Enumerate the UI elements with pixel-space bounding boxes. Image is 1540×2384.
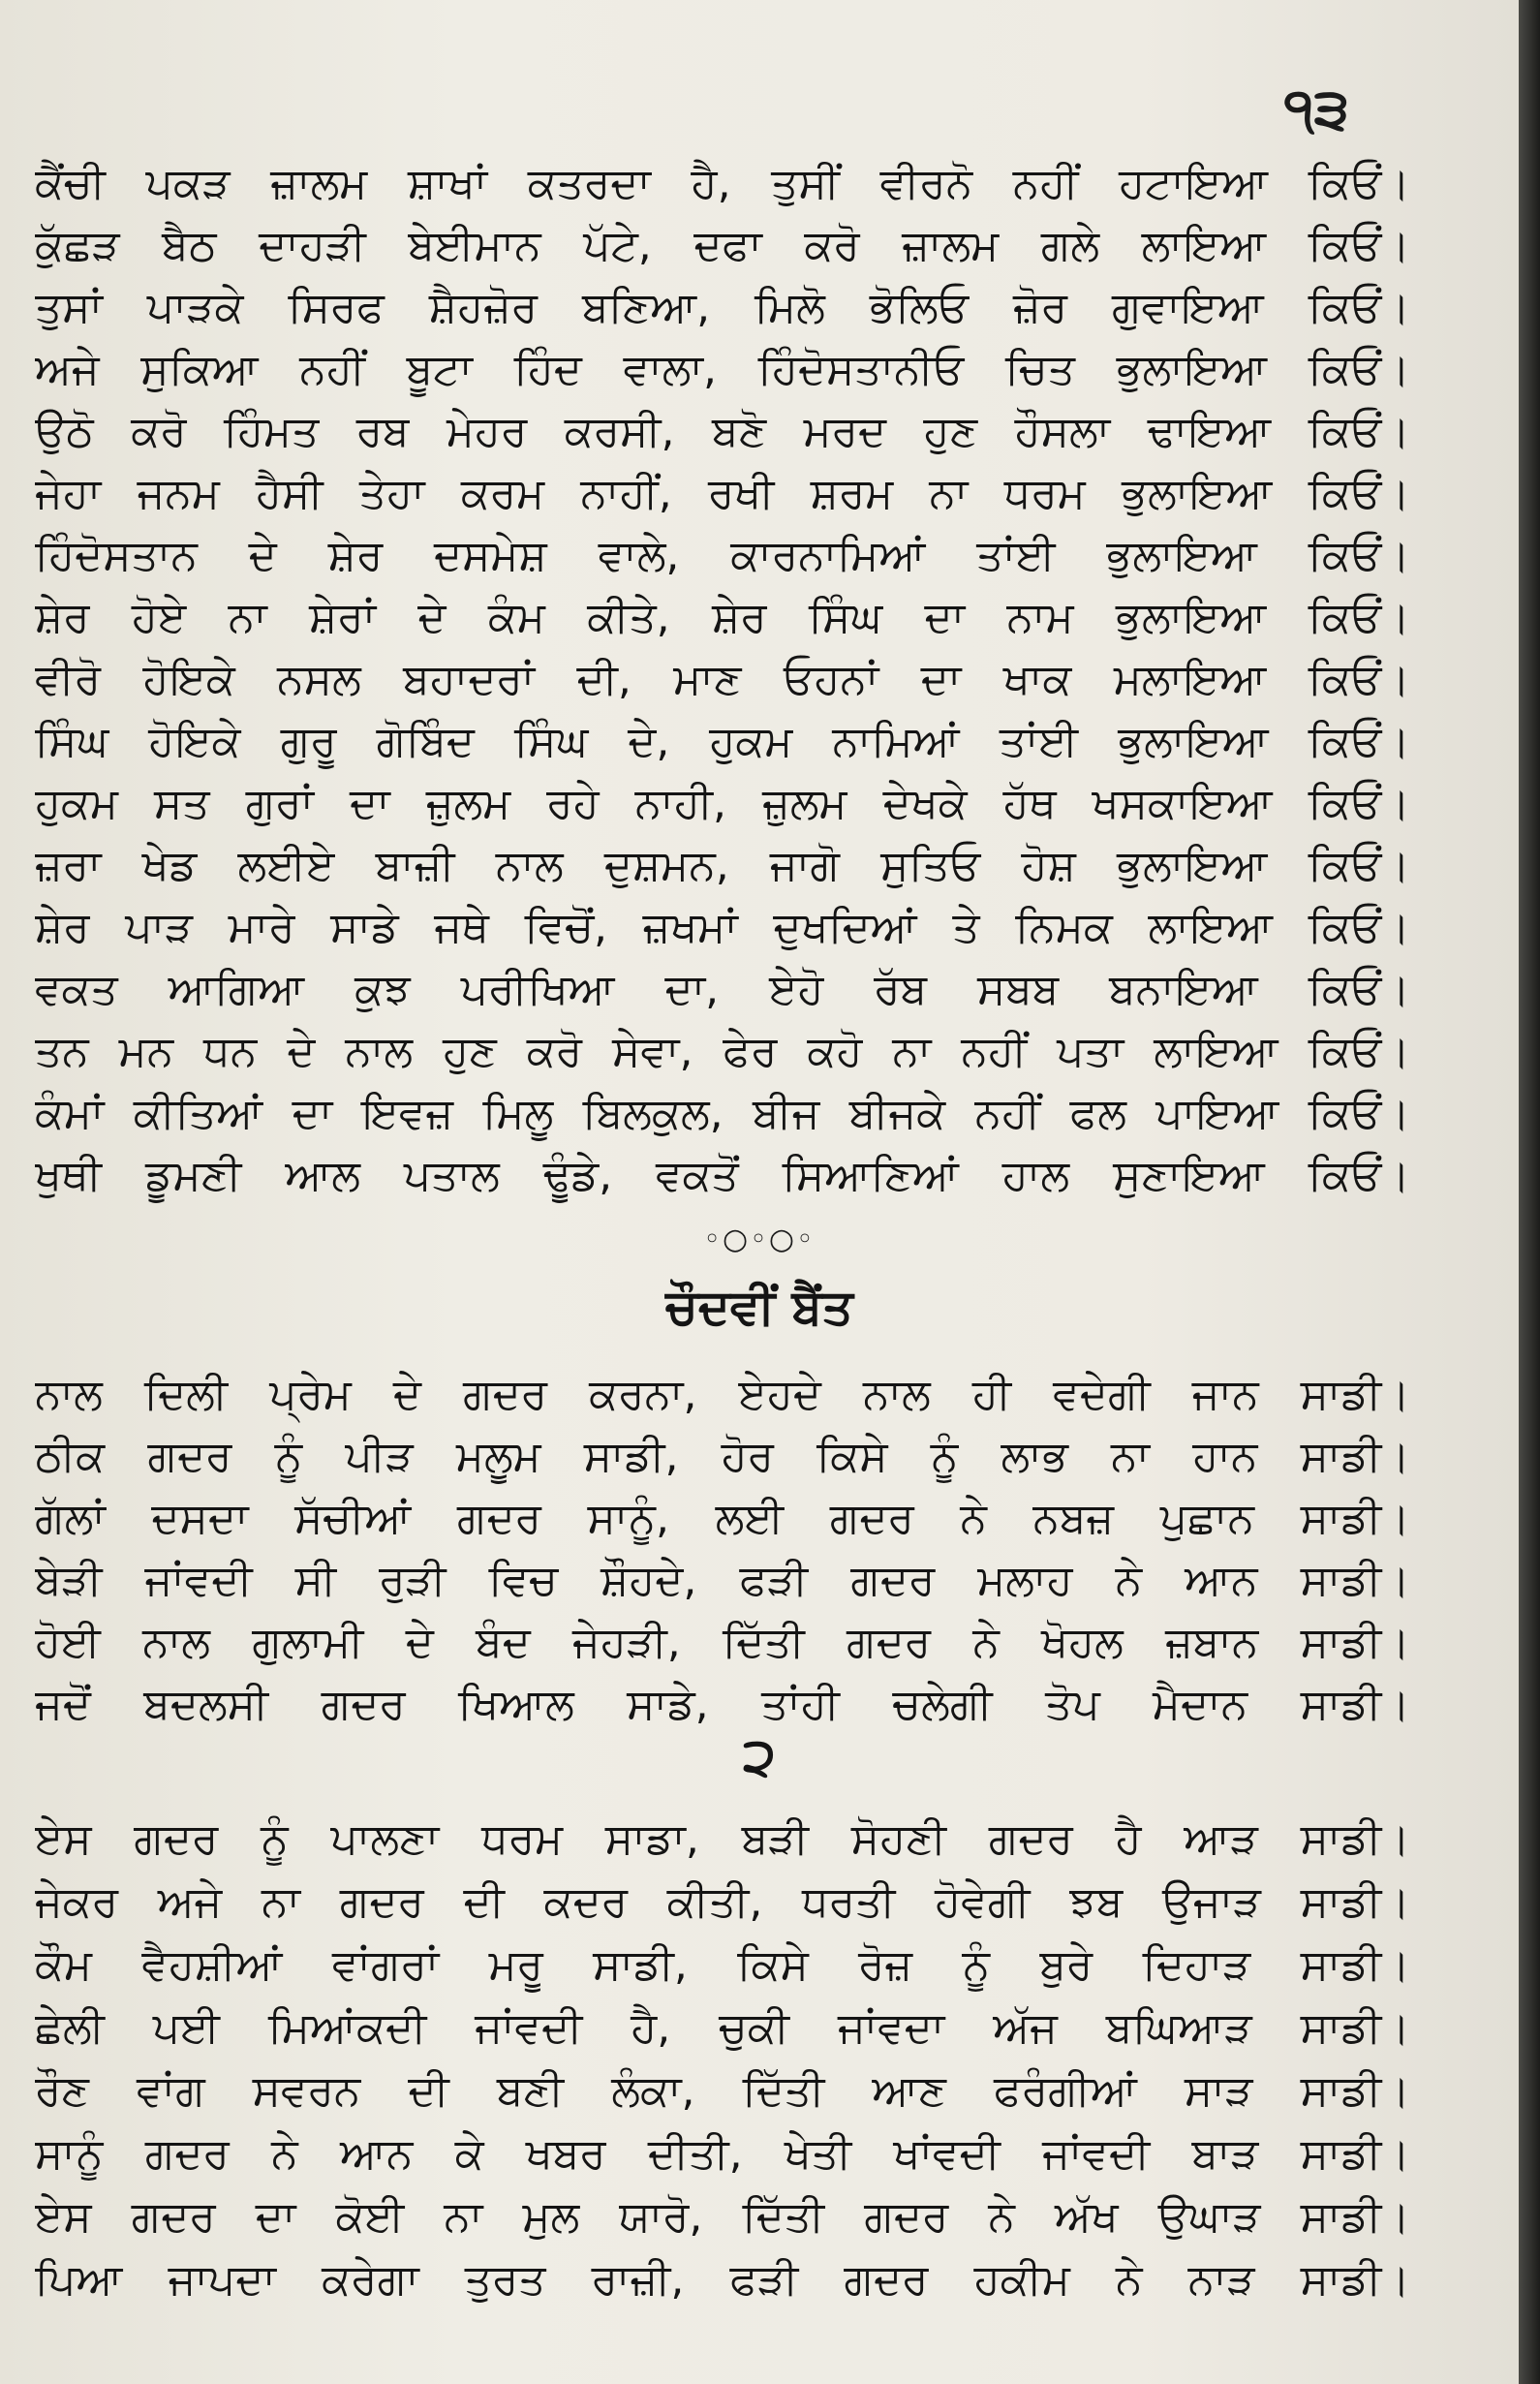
page-number: ੧੩	[1283, 76, 1349, 141]
verse-line: ਜੇਕਰ ਅਜੇ ਨਾ ਗਦਰ ਦੀ ਕਦਰ ਕੀਤੀ, ਧਰਤੀ ਹੋਵੇਗੀ ਝਬ ਉਜਾੜ ਸਾਡੀ।	[35, 1877, 1410, 1927]
verse-line: ਵਕਤ ਆਗਿਆ ਕੁਝ ਪਰੀਖਿਆ ਦਾ, ਏਹੋ ਰੱਬ ਸਬਬ ਬਨਾਇਆ ਕਿਓਂ।	[35, 965, 1410, 1014]
stanza-3	[35, 1808, 1410, 2311]
verse-line: ਕੌਮ ਵੈਹਸ਼ੀਆਂ ਵਾਂਗਰਾਂ ਮਰੂ ਸਾਡੀ, ਕਿਸੇ ਰੋਜ਼ ਨੂੰ ਬੁਰੇ ਦਿਹਾੜ ਸਾਡੀ।	[35, 1940, 1410, 1990]
verse-line: ਤੁਸਾਂ ਪਾੜਕੇ ਸਿਰਫ ਸ਼ੈਹਜ਼ੋਰ ਬਣਿਆ, ਮਿਲੋ ਭੋਲਿਓ ਜ਼ੋਰ ਗੁਵਾਇਆ ਕਿਓਂ।	[35, 283, 1410, 332]
stanza-2	[35, 1364, 1410, 1736]
verse-line: ਠੀਕ ਗਦਰ ਨੂੰ ਪੀੜ ਮਲੂਮ ਸਾਡੀ, ਹੋਰ ਕਿਸੇ ਨੂੰ ਲਾਭ ਨਾ ਹਾਨ ਸਾਡੀ।	[35, 1432, 1410, 1481]
verse-line: ਕੈਂਚੀ ਪਕੜ ਜ਼ਾਲਮ ਸ਼ਾਖਾਂ ਕਤਰਦਾ ਹੈ, ਤੁਸੀਂ ਵੀਰਨੋ ਨਹੀਂ ਹਟਾਇਆ ਕਿਓਂ।	[35, 159, 1410, 208]
page-edge-shadow	[1519, 0, 1540, 2384]
verse-line: ਬੇੜੀ ਜਾਂਵਦੀ ਸੀ ਰੁੜੀ ਵਿਚ ਸ਼ੌਹਦੇ, ਫੜੀ ਗਦਰ ਮਲਾਹ ਨੇ ਆਨ ਸਾਡੀ।	[35, 1556, 1410, 1605]
verse-line: ਹਿੰਦੋਸਤਾਨ ਦੇ ਸ਼ੇਰ ਦਸਮੇਸ਼ ਵਾਲੇ, ਕਾਰਨਾਮਿਆਂ ਤਾਂਈ ਭੁਲਾਇਆ ਕਿਓਂ।	[35, 531, 1410, 580]
verse-line: ਸ਼ੇਰ ਪਾੜ ਮਾਰੇ ਸਾਡੇ ਜਥੇ ਵਿਚੋਂ, ਜ਼ਖਮਾਂ ਦੁਖਦਿਆਂ ਤੇ ਨਿਮਕ ਲਾਇਆ ਕਿਓਂ।	[35, 903, 1410, 952]
verse-line: ਸਿੰਘ ਹੋਇਕੇ ਗੁਰੂ ਗੋਬਿੰਦ ਸਿੰਘ ਦੇ, ਹੁਕਮ ਨਾਮਿਆਂ ਤਾਂਈ ਭੁਲਾਇਆ ਕਿਓਂ।	[35, 717, 1410, 766]
section-title: ਚੌਦਵੀਂ ਬੈਂਤ	[665, 1279, 853, 1335]
verse-line: ਏਸ ਗਦਰ ਦਾ ਕੋਈ ਨਾ ਮੁਲ ਯਾਰੋ, ਦਿੱਤੀ ਗਦਰ ਨੇ ਅੱਖ ਉਘਾੜ ਸਾਡੀ।	[35, 2192, 1410, 2242]
verse-line: ਉਠੋ ਕਰੋ ਹਿੰਮਤ ਰਬ ਮੇਹਰ ਕਰਸੀ, ਬਣੋ ਮਰਦ ਹੁਣ ਹੌਸਲਾ ਢਾਇਆ ਕਿਓਂ।	[35, 407, 1410, 456]
verse-line: ਸਾਨੂੰ ਗਦਰ ਨੇ ਆਨ ਕੇ ਖਬਰ ਦੀਤੀ, ਖੇਤੀ ਖਾਂਵਦੀ ਜਾਂਵਦੀ ਬਾੜ ਸਾਡੀ।	[35, 2129, 1410, 2179]
verse-line: ਛੇਲੀ ਪਈ ਮਿਆਂਕਦੀ ਜਾਂਵਦੀ ਹੈ, ਚੁਕੀ ਜਾਂਵਦਾ ਅੱਜ ਬਘਿਆੜ ਸਾਡੀ।	[35, 2003, 1410, 2053]
verse-line: ਪਿਆ ਜਾਪਦਾ ਕਰੇਗਾ ਤੁਰਤ ਰਾਜ਼ੀ, ਫੜੀ ਗਦਰ ਹਕੀਮ ਨੇ ਨਾੜ ਸਾਡੀ।	[35, 2255, 1410, 2305]
sub-section-number: ੨	[743, 1726, 776, 1787]
verse-line: ਜੇਹਾ ਜਨਮ ਹੈਸੀ ਤੇਹਾ ਕਰਮ ਨਾਹੀਂ, ਰਖੀ ਸ਼ਰਮ ਨਾ ਧਰਮ ਭੁਲਾਇਆ ਕਿਓਂ।	[35, 469, 1410, 518]
verse-line: ਜ਼ਰਾ ਖੇਡ ਲਈਏ ਬਾਜ਼ੀ ਨਾਲ ਦੁਸ਼ਮਨ, ਜਾਗੋ ਸੁਤਿਓ ਹੋਸ਼ ਭੁਲਾਇਆ ਕਿਓਂ।	[35, 841, 1410, 890]
ornament-divider: ◦○◦○◦	[703, 1223, 816, 1256]
verse-line: ਸ਼ੇਰ ਹੋਏ ਨਾ ਸ਼ੇਰਾਂ ਦੇ ਕੰਮ ਕੀਤੇ, ਸ਼ੇਰ ਸਿੰਘ ਦਾ ਨਾਮ ਭੁਲਾਇਆ ਕਿਓਂ।	[35, 593, 1410, 642]
verse-line: ਹੁਕਮ ਸਤ ਗੁਰਾਂ ਦਾ ਜ਼ੁਲਮ ਰਹੇ ਨਾਹੀ, ਜ਼ੁਲਮ ਦੇਖਕੇ ਹੱਥ ਖਸਕਾਇਆ ਕਿਓਂ।	[35, 779, 1410, 828]
verse-line: ਜਦੋਂ ਬਦਲਸੀ ਗਦਰ ਖਿਆਲ ਸਾਡੇ, ਤਾਂਹੀ ਚਲੇਗੀ ਤੋਪ ਮੈਦਾਨ ਸਾਡੀ।	[35, 1680, 1410, 1729]
verse-line: ਵੀਰੋ ਹੋਇਕੇ ਨਸਲ ਬਹਾਦਰਾਂ ਦੀ, ਮਾਣ ਓਹਨਾਂ ਦਾ ਖਾਕ ਮਲਾਇਆ ਕਿਓਂ।	[35, 655, 1410, 704]
verse-line: ਤਨ ਮਨ ਧਨ ਦੇ ਨਾਲ ਹੁਣ ਕਰੋ ਸੇਵਾ, ਫੇਰ ਕਹੋ ਨਾ ਨਹੀਂ ਪਤਾ ਲਾਇਆ ਕਿਓਂ।	[35, 1027, 1410, 1076]
verse-line: ਗੱਲਾਂ ਦਸਦਾ ਸੱਚੀਆਂ ਗਦਰ ਸਾਨੂੰ, ਲਈ ਗਦਰ ਨੇ ਨਬਜ਼ ਪੁਛਾਨ ਸਾਡੀ।	[35, 1494, 1410, 1543]
verse-line: ਅਜੇ ਸੁਕਿਆ ਨਹੀਂ ਬੂਟਾ ਹਿੰਦ ਵਾਲਾ, ਹਿੰਦੋਸਤਾਨੀਓ ਚਿਤ ਭੁਲਾਇਆ ਕਿਓਂ।	[35, 345, 1410, 394]
verse-line: ਰੌਣ ਵਾਂਗ ਸਵਰਨ ਦੀ ਬਣੀ ਲੰਕਾ, ਦਿੱਤੀ ਆਣ ਫਰੰਗੀਆਂ ਸਾੜ ਸਾਡੀ।	[35, 2066, 1410, 2116]
verse-line: ਕੁੱਛੜ ਬੈਠ ਦਾਹੜੀ ਬੇਈਮਾਨ ਪੱਟੇ, ਦਫਾ ਕਰੋ ਜ਼ਾਲਮ ਗਲੇ ਲਾਇਆ ਕਿਓਂ।	[35, 221, 1410, 270]
verse-line: ਖੁਥੀ ਡੂਮਣੀ ਆਲ ਪਤਾਲ ਢੂੰਡੇ, ਵਕਤੋਂ ਸਿਆਣਿਆਂ ਹਾਲ ਸੁਣਾਇਆ ਕਿਓਂ।	[35, 1151, 1410, 1200]
verse-line: ਕੰਮਾਂ ਕੀਤਿਆਂ ਦਾ ਇਵਜ਼ ਮਿਲੂ ਬਿਲਕੁਲ, ਬੀਜ ਬੀਜਕੇ ਨਹੀਂ ਫਲ ਪਾਇਆ ਕਿਓਂ।	[35, 1089, 1410, 1138]
verse-line: ਨਾਲ ਦਿਲੀ ਪ੍ਰੇਮ ਦੇ ਗਦਰ ਕਰਨਾ, ਏਹਦੇ ਨਾਲ ਹੀ ਵਦੇਗੀ ਜਾਨ ਸਾਡੀ।	[35, 1370, 1410, 1419]
verse-line: ਏਸ ਗਦਰ ਨੂੰ ਪਾਲਣਾ ਧਰਮ ਸਾਡਾ, ਬੜੀ ਸੋਹਣੀ ਗਦਰ ਹੈ ਆੜ ਸਾਡੀ।	[35, 1814, 1410, 1864]
stanza-1	[35, 153, 1410, 1207]
verse-line: ਹੋਈ ਨਾਲ ਗੁਲਾਮੀ ਦੇ ਬੰਦ ਜੇਹੜੀ, ਦਿੱਤੀ ਗਦਰ ਨੇ ਖੋਹਲ ਜ਼ਬਾਨ ਸਾਡੀ।	[35, 1618, 1410, 1667]
